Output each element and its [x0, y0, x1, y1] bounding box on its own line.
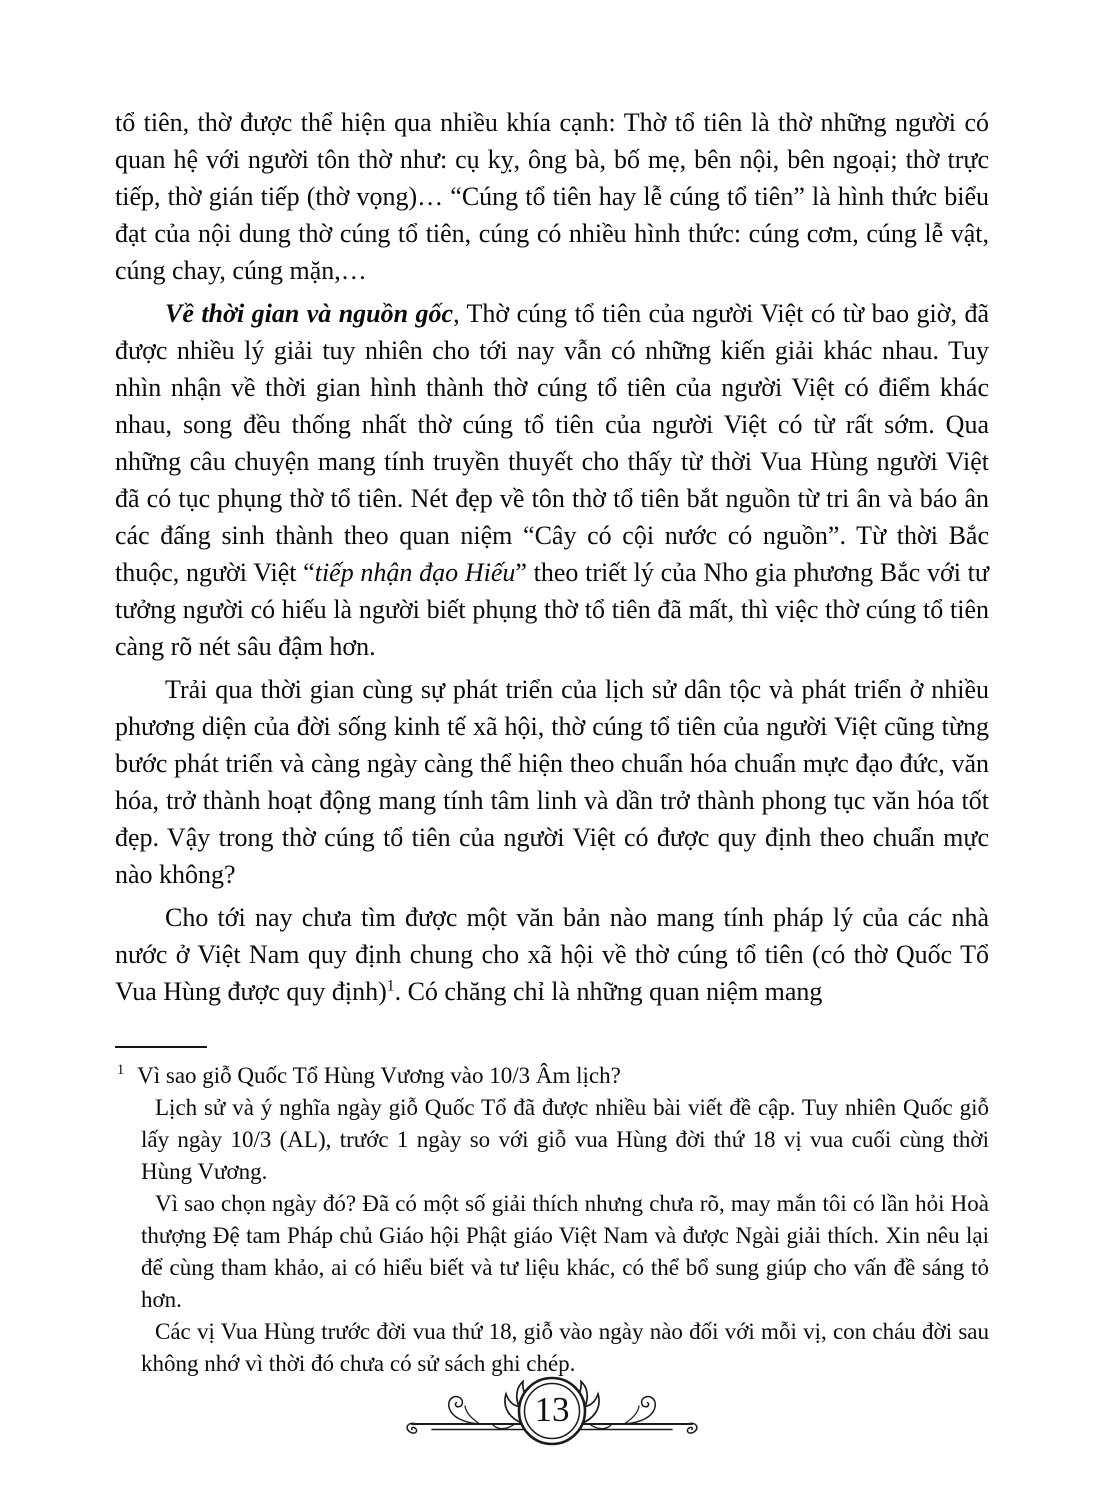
text-segment: tổ tiên, thờ được thể hiện qua nhiều khía cạnh: Thờ tổ tiên là thờ những người có quan hệ với người tôn thờ như: cụ kỵ, ông bà, bố mẹ, bên nội, bên ngoại; thờ trực tiếp, thờ gián tiếp (thờ vọng)… “Cúng tổ tiên hay lễ cúng tổ tiên” là hình thức biểu đạt của nội dung thờ cúng tổ tiên, cúng có nhiều hình thức: cúng cơm, cúng lễ vật, cúng chay, cúng mặn,…	[115, 108, 989, 285]
paragraph	[115, 295, 989, 665]
text-segment: . Có chăng chỉ là những quan niệm mang	[394, 977, 823, 1006]
text-segment: Về thời gian và nguồn gốc	[165, 299, 454, 328]
paragraph	[115, 104, 989, 289]
footnote-list	[115, 1060, 989, 1380]
paragraph	[115, 899, 989, 1010]
text-segment: Trải qua thời gian cùng sự phát triển của lịch sử dân tộc và phát triển ở nhiều phương diện của đời sống kinh tế xã hội, thờ cúng tổ tiên của người Việt cũng từng bước phát triển và càng ngày càng thể hiện theo chuẩn hóa chuẩn mực đạo đức, văn hóa, trở thành hoạt động mang tính tâm linh và dần trở thành phong tục văn hóa tốt đẹp. Vậy trong thờ cúng tổ tiên của người Việt có được quy định theo chuẩn mực nào không?	[115, 675, 989, 889]
text-segment: ” theo triết lý của Nho gia phương Bắc với tư tưởng người có hiếu là người biết phụng thờ tổ tiên đã mất, thì việc thờ cúng tổ tiên càng rõ nét sâu đậm hơn.	[115, 558, 989, 661]
paragraph	[115, 671, 989, 893]
footnote-marker: 1	[117, 1062, 125, 1079]
page-footer	[0, 1361, 1104, 1461]
footnote-text: Vì sao giỗ Quốc Tổ Hùng Vương vào 10/3 Âm lịch?	[137, 1063, 621, 1088]
text-segment: Cho tới nay chưa tìm được một văn bản nào mang tính pháp lý của các nhà nước ở Việt Nam quy định chung cho xã hội về thờ cúng tổ tiên (có thờ Quốc Tổ Vua Hùng được quy định)	[115, 903, 989, 1006]
text-segment: tiếp nhận đạo Hiếu	[314, 558, 516, 587]
page-body	[115, 104, 989, 1016]
footnote-item	[141, 1188, 989, 1316]
footnote-text: Vì sao chọn ngày đó? Đã có một số giải thích nhưng chưa rõ, may mắn tôi có lần hỏi Hoà thượng Đệ tam Pháp chủ Giáo hội Phật giáo Việt Nam và được Ngài giải thích. Xin nêu lại để cùng tham khảo, ai có hiểu biết và tư liệu khác, có thể bổ sung giúp cho vấn đề sáng tỏ hơn.	[141, 1191, 989, 1312]
footnote-item	[117, 1060, 989, 1092]
page-ornament	[402, 1361, 702, 1461]
footnote-separator	[115, 1046, 207, 1048]
text-segment: , Thờ cúng tổ tiên của người Việt có từ bao giờ, đã được nhiều lý giải tuy nhiên cho tới nay vẫn có những kiến giải khác nhau. Tuy nhìn nhận về thời gian hình thành thờ cúng tổ tiên của người Việt có điểm khác nhau, song đều thống nhất thờ cúng tổ tiên của người Việt có từ rất sớm. Qua những câu chuyện mang tính truyền thuyết cho thấy từ thời Vua Hùng người Việt đã có tục phụng thờ tổ tiên. Nét đẹp về tôn thờ tổ tiên bắt nguồn từ tri ân và báo ân các đấng sinh thành theo quan niệm “Cây có cội nước có nguồn”. Từ thời Bắc thuộc, người Việt “	[115, 299, 990, 587]
footnote-text: Lịch sử và ý nghĩa ngày giỗ Quốc Tổ đã được nhiều bài viết đề cập. Tuy nhiên Quốc giỗ lấy ngày 10/3 (AL), trước 1 ngày so với giỗ vua Hùng đời thứ 18 vị vua cuối cùng thời Hùng Vương.	[141, 1095, 989, 1184]
footnote-section	[115, 1046, 989, 1380]
footnote-reference: 1	[386, 977, 395, 995]
page-number: 13	[534, 1390, 570, 1430]
footnote-item	[141, 1092, 989, 1188]
footnote-text: Các vị Vua Hùng trước đời vua thứ 18, giỗ vào ngày nào đối với mỗi vị, con cháu đời sau không nhớ vì thời đó chưa có sử sách ghi chép.	[141, 1319, 989, 1376]
